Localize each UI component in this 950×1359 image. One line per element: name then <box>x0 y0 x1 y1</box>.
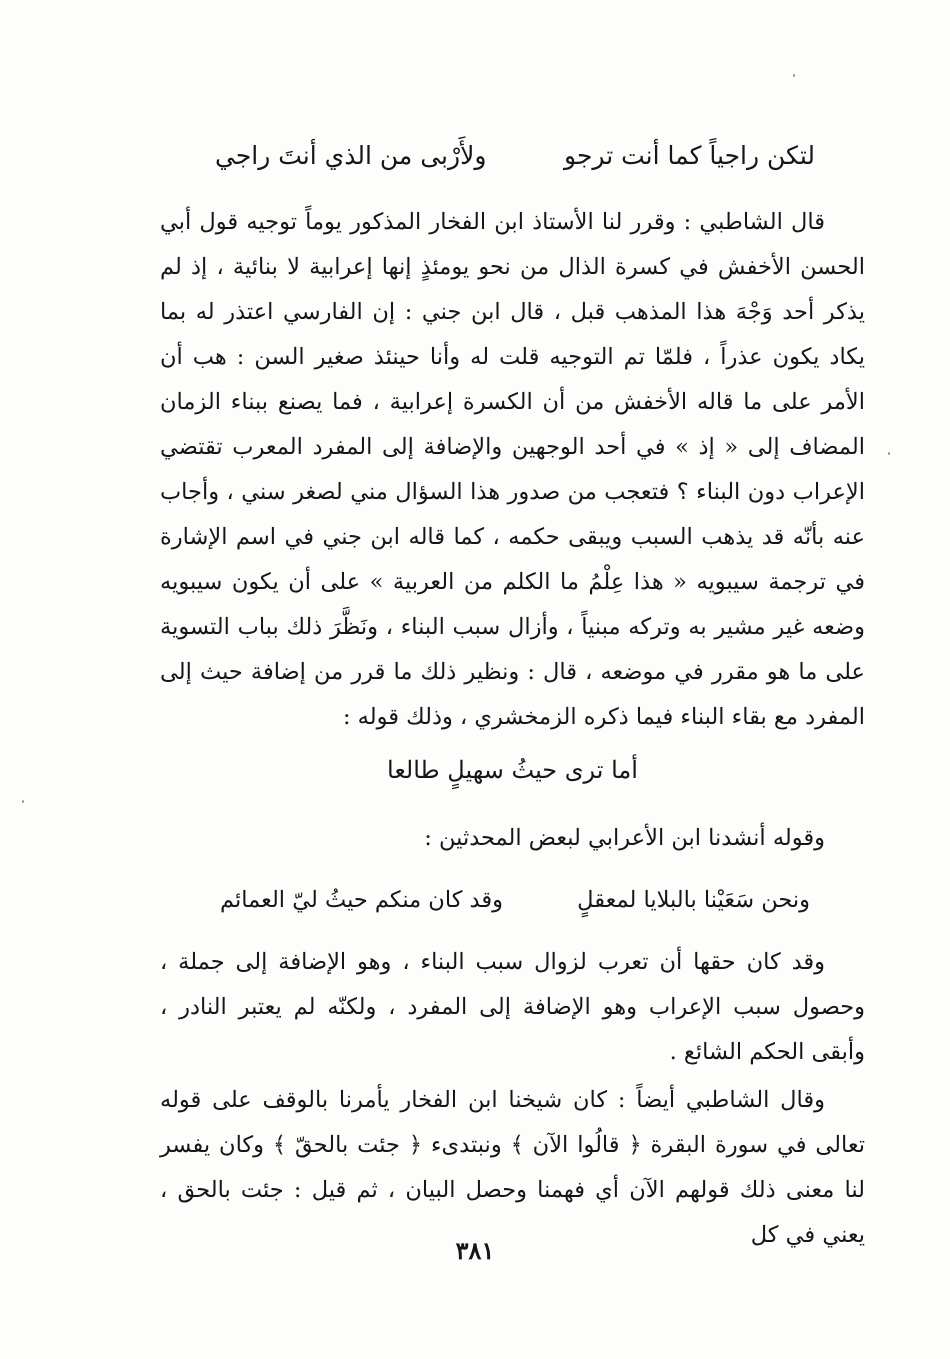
paragraph-shatibi-1: قال الشاطبي : وقرر لنا الأستاذ ابن الفخار المذكور يوماً توجيه قول أبي الحسن الأخفش في كسرة الذال من نحو يومئذٍ إنها إعرابية لا بنائية ، إذ لم يذكر أحد وَجْهَ هذا المذهب قبل ، قال ابن جني : إن الفارسي اعتذر له بما يكاد يكون عذراً ، فلمّا تم التوجيه قلت له وأنا حينئذ صغير السن : هب أن الأمر على ما قاله الأخفش من أن الكسرة إعرابية ، فما يصنع ببناء الزمان المضاف إلى « إذ » في أحد الوجهين والإضافة إلى المفرد المعرب تقتضي الإعراب دون البناء ؟ فتعجب من صدور هذا السؤال مني لصغر سني ، وأجاب عنه بأنّه قد يذهب السبب ويبقى حكمه ، كما قاله ابن جني في اسم الإشارة في ترجمة سيبويه « هذا عِلْمُ ما الكلم من العربية » على أن يكون سيبويه وضعه غير مشير به وتركه مبنياً ، وأزال سبب البناء ، ونَظَّرَ ذلك بباب التسوية على ما هو مقرر في موضعه ، قال : ونظير ذلك ما قرر من إضافة حيث إلى المفرد مع بقاء البناء فيما ذكره الزمخشري ، وذلك قوله : <box>160 209 865 730</box>
paragraph-commentary: وقد كان حقها أن تعرب لزوال سبب البناء ، وهو الإضافة إلى جملة ، وحصول سبب الإعراب وهو الإضافة إلى المفرد ، ولكنّه لم يعتبر النادر ، وأبقى الحكم الشائع . <box>160 949 865 1065</box>
verse-introduction: وقوله أنشدنا ابن الأعرابي لبعض المحدثين : <box>424 825 825 851</box>
paper-speck <box>793 74 795 77</box>
verse-hemistich-right: ونحن سَعَيْنا بالبلايا لمعقلٍ <box>577 887 810 913</box>
page-number: ٣٨١ <box>455 1236 495 1265</box>
paper-speck <box>22 800 24 803</box>
paper-speck <box>888 452 890 455</box>
verse-hemistich-left: وقد كان منكم حيثُ ليّ العمائم <box>220 887 503 913</box>
verse-couplet-top <box>215 134 815 178</box>
verse-hemistich-right: لتكن راجياً كما أنت ترجو <box>564 141 815 170</box>
verse-couplet-second <box>220 878 810 922</box>
verse-hemistich-left: ولأَرْبى من الذي أنتَ راجي <box>215 141 487 170</box>
verse-single-line: أما ترى حيثُ سهيلٍ طالعا <box>387 756 638 784</box>
paragraph-shatibi-2: وقال الشاطبي أيضاً : كان شيخنا ابن الفخار يأمرنا بالوقف على قوله تعالى في سورة البقرة ﴿ قالُوا الآن ﴾ ونبتدىء ﴿ جئت بالحقّ ﴾ وكان يفسر لنا معنى ذلك قولهم الآن أي فهمنا وحصل البيان ، ثم قيل : جئت بالحق ، يعني في كل <box>160 1087 865 1248</box>
